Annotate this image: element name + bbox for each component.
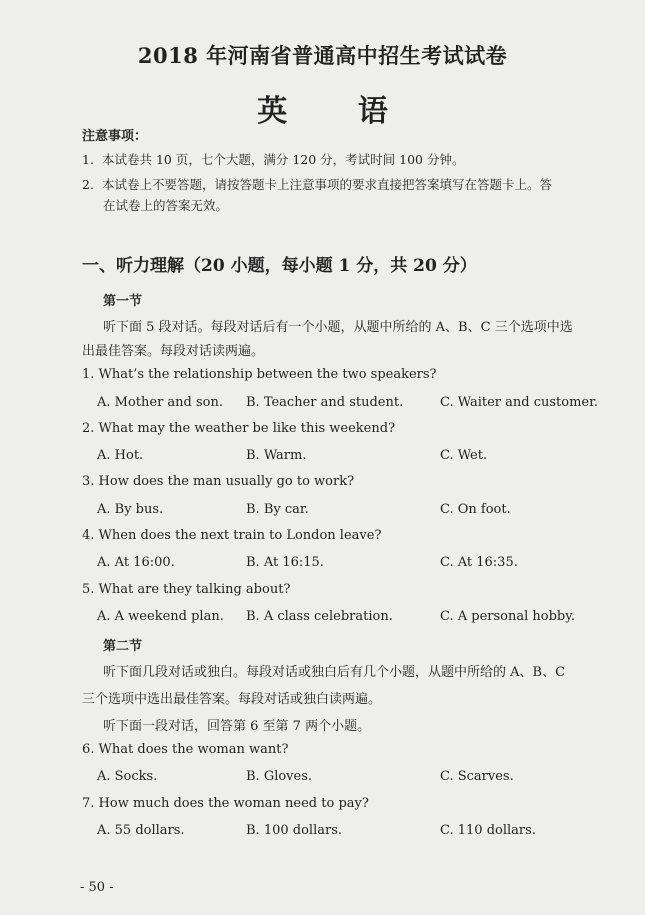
question-1: 1. What’s the relationship between the two speakers? (82, 367, 437, 382)
part-1-label: 第一节 (103, 294, 143, 309)
part-2-instruction-line-1: 听下面几段对话或独白。每段对话或独白后有几个小题，从题中所给的 A、B、C (103, 665, 566, 680)
part-2-label: 第二节 (103, 639, 143, 654)
question-3-option-a: A. By bus. (97, 502, 164, 517)
page-number: - 50 - (80, 880, 114, 895)
question-4: 4. When does the next train to London leave? (82, 528, 382, 543)
question-1-option-a: A. Mother and son. (97, 395, 224, 410)
notice-item-2-continued: 在试卷上的答案无效。 (103, 198, 229, 213)
question-7: 7. How much does the woman need to pay? (82, 796, 369, 811)
notice-item-1-text: 本试卷共 10 页，七个大题，满分 120 分，考试时间 100 分钟。 (102, 152, 465, 167)
question-1-option-c: C. Waiter and customer. (440, 395, 599, 410)
question-2-option-b: B. Warm. (246, 448, 307, 463)
question-3-option-b: B. By car. (246, 502, 309, 517)
section-1-heading: 一、听力理解（20 小题，每小题 1 分，共 20 分） (82, 256, 477, 276)
notice-item-2-text: 本试卷上不要答题，请按答题卡上注意事项的要求直接把答案填写在答题卡上。答 (102, 177, 553, 192)
exam-title: 2018 年河南省普通高中招生考试试卷 (137, 43, 508, 68)
question-4-option-c: C. At 16:35. (440, 555, 518, 570)
subject-title: 英 语 (257, 94, 388, 129)
part-2-instruction-line-2: 三个选项中选出最佳答案。每段对话或独白读两遍。 (82, 692, 382, 707)
question-1-option-b: B. Teacher and student. (246, 395, 404, 410)
question-3: 3. How does the man usually go to work? (82, 474, 355, 489)
question-5: 5. What are they talking about? (82, 582, 291, 597)
part-1-instruction-line-1: 听下面 5 段对话。每段对话后有一个小题，从题中所给的 A、B、C 三个选项中选 (103, 320, 573, 335)
question-2-option-a: A. Hot. (97, 448, 144, 463)
question-6-option-b: B. Gloves. (246, 769, 313, 784)
question-5-option-c: C. A personal hobby. (440, 609, 576, 624)
question-6-option-c: C. Scarves. (440, 769, 514, 784)
question-4-option-b: B. At 16:15. (246, 555, 324, 570)
notice-item-2 (82, 175, 602, 194)
notice-heading: 注意事项： (82, 129, 148, 144)
question-6-option-a: A. Socks. (97, 769, 158, 784)
question-7-option-b: B. 100 dollars. (246, 823, 342, 838)
question-2: 2. What may the weather be like this weekend? (82, 421, 396, 436)
notice-item-1 (82, 150, 602, 169)
question-3-option-c: C. On foot. (440, 502, 511, 517)
question-7-option-c: C. 110 dollars. (440, 823, 536, 838)
part-2-sub-instruction: 听下面一段对话，回答第 6 至第 7 两个小题。 (103, 719, 371, 734)
question-5-option-b: B. A class celebration. (246, 609, 393, 624)
question-6: 6. What does the woman want? (82, 742, 289, 757)
notice-item-1-number: 1. (82, 152, 94, 167)
question-4-option-a: A. At 16:00. (97, 555, 175, 570)
question-7-option-a: A. 55 dollars. (97, 823, 185, 838)
question-5-option-a: A. A weekend plan. (97, 609, 224, 624)
question-2-option-c: C. Wet. (440, 448, 488, 463)
notice-item-2-number: 2. (82, 177, 94, 192)
part-1-instruction-line-2: 出最佳答案。每段对话读两遍。 (82, 344, 265, 359)
